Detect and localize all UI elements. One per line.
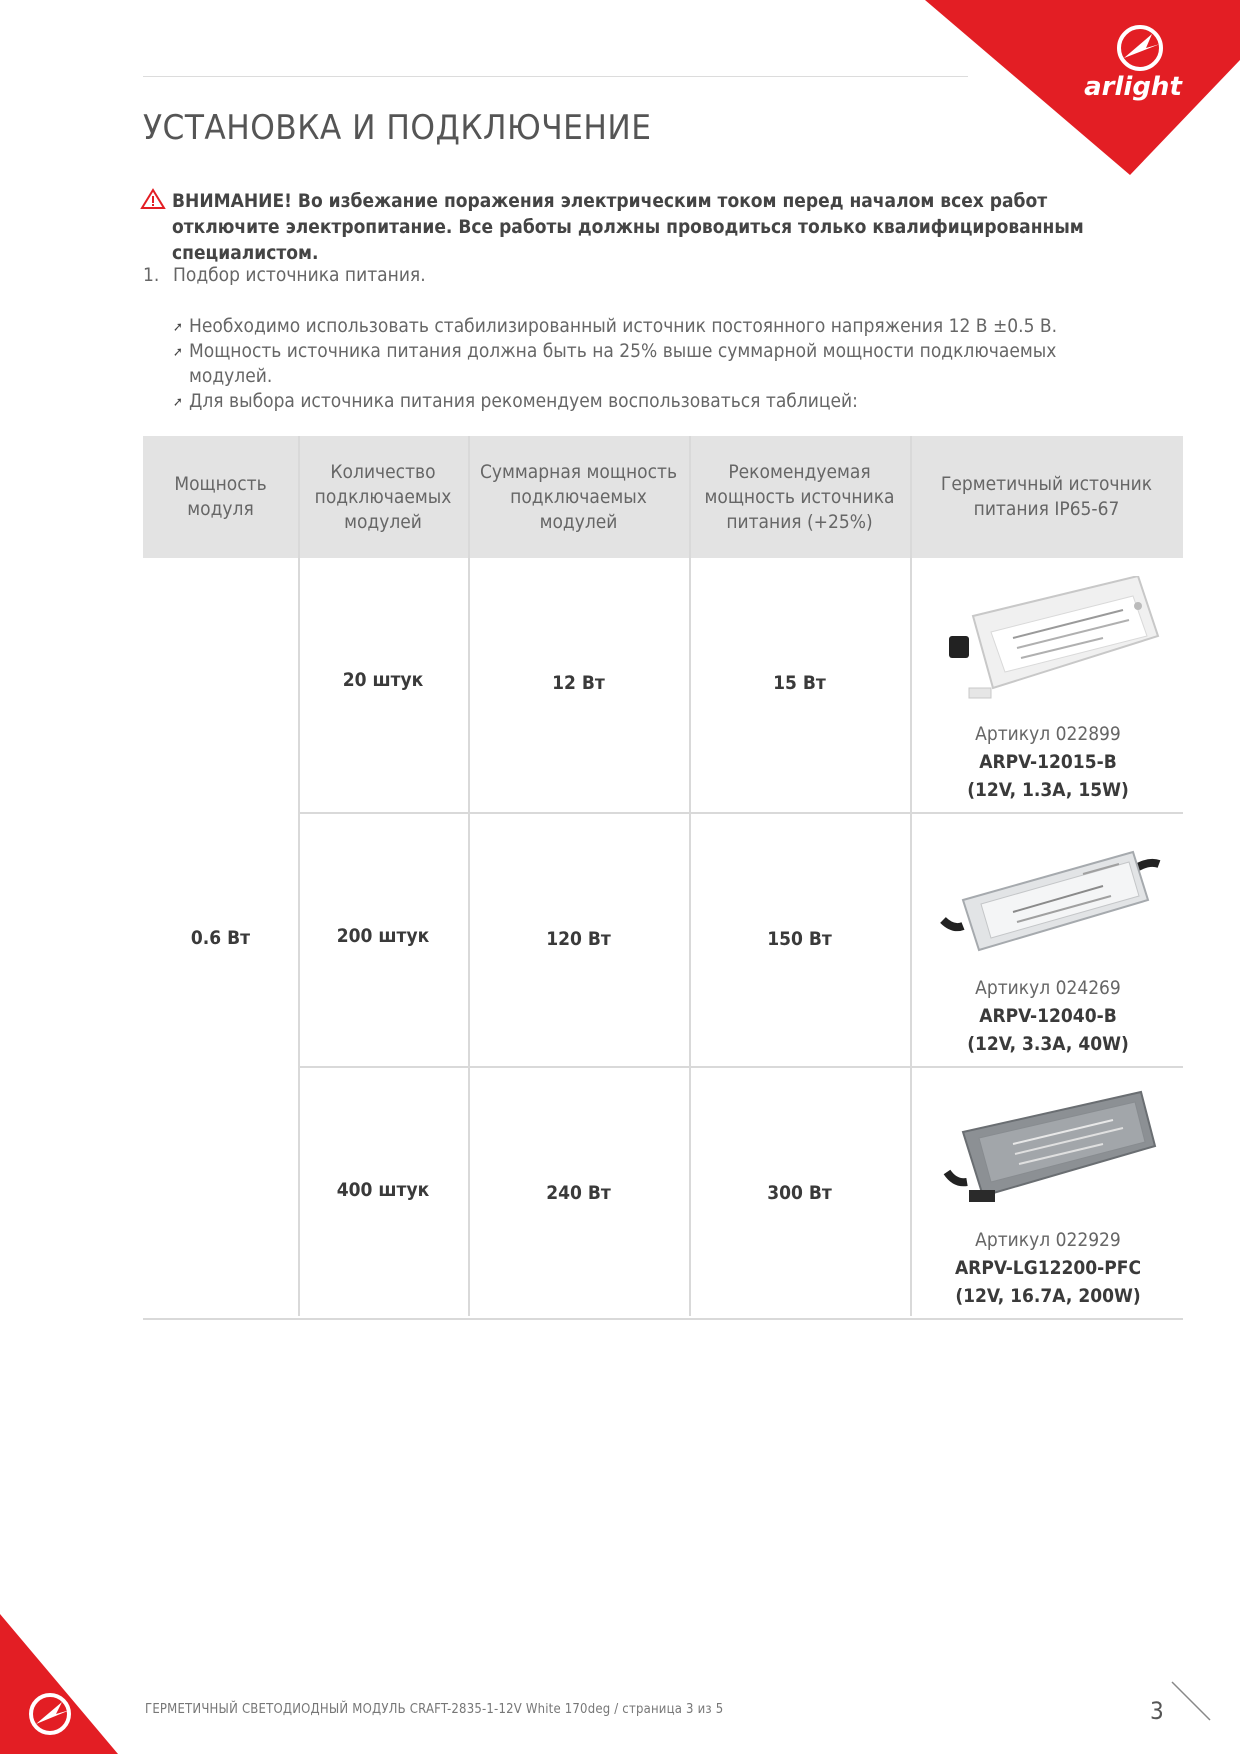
arrow-bullet-icon: ➚ xyxy=(173,320,183,335)
table-bottom-rule xyxy=(143,1318,1183,1320)
column-divider xyxy=(910,436,912,1316)
step-number: 1. xyxy=(143,264,160,286)
brand-corner-footer xyxy=(0,1614,130,1754)
psu-silver-image xyxy=(933,830,1163,970)
page-number: 3 xyxy=(1150,1697,1164,1725)
psu-product-card xyxy=(913,830,1183,1058)
page-title: УСТАНОВКА И ПОДКЛЮЧЕНИЕ xyxy=(143,108,652,148)
step-1 xyxy=(143,264,426,286)
warning-notice xyxy=(140,188,1160,266)
model-spec: (12V, 1.3A, 15W) xyxy=(967,779,1129,801)
footer-text: ГЕРМЕТИЧНЫЙ СВЕТОДИОДНЫЙ МОДУЛЬ CRAFT-2835-1-12V White 170deg / страница 3 из 5 xyxy=(145,1702,724,1717)
psu-product-card xyxy=(913,1082,1183,1310)
psu-white-image xyxy=(933,576,1163,716)
total-power-cell: 12 Вт xyxy=(552,672,605,694)
recommended-power-cell: 15 Вт xyxy=(773,672,826,694)
model-name: ARPV-LG12200-PFC xyxy=(954,1257,1142,1279)
top-divider xyxy=(143,76,968,77)
step-text: Подбор источника питания. xyxy=(173,264,426,286)
header-module-power: Мощность модуля xyxy=(174,473,267,520)
arrow-bullet-icon: ➚ xyxy=(173,345,183,360)
warning-text: ВНИМАНИЕ! Во избежание поражения электрическим током перед началом всех работ отключите электропитание. Все работы должны проводиться только квалифицированным специалистом. xyxy=(172,190,1084,264)
total-power-cell: 120 Вт xyxy=(546,928,611,950)
article-number: Артикул 022929 xyxy=(975,1229,1121,1251)
psu-grey-image xyxy=(933,1082,1163,1222)
article-number: Артикул 024269 xyxy=(975,977,1121,999)
model-name: ARPV-12040-B xyxy=(979,1005,1117,1027)
psu-product-card xyxy=(913,576,1183,804)
header-total-power: Суммарная мощность подключаемых модулей xyxy=(479,460,678,533)
list-item: ➚ Для выбора источника питания рекомендуем воспользоваться таблицей: xyxy=(173,389,1133,414)
list-item: ➚ Необходимо использовать стабилизированный источник постоянного напряжения 12 В ±0.5 В. xyxy=(173,314,1133,339)
requirements-list xyxy=(173,314,1133,414)
count-cell: 400 штук xyxy=(336,1179,430,1201)
warning-triangle-icon xyxy=(140,188,166,210)
count-cell: 200 штук xyxy=(336,925,430,947)
brand-corner-logo xyxy=(0,0,1240,180)
header-sealed-psu: Герметичный источник питания IP65-67 xyxy=(940,473,1153,520)
module-power-cell: 0.6 Вт xyxy=(190,927,251,949)
model-spec: (12V, 3.3A, 40W) xyxy=(967,1033,1129,1055)
recommended-power-cell: 150 Вт xyxy=(767,928,832,950)
count-cell: 20 штук xyxy=(342,669,424,691)
list-item: ➚ Мощность источника питания должна быть на 25% выше суммарной мощности подключаемых модулей. xyxy=(173,340,1057,387)
model-name: ARPV-12015-B xyxy=(979,751,1117,773)
total-power-cell: 240 Вт xyxy=(546,1182,611,1204)
arrow-bullet-icon: ➚ xyxy=(173,395,183,410)
recommended-power-cell: 300 Вт xyxy=(767,1182,832,1204)
header-recommended-power: Рекомендуемая мощность источника питания (+25%) xyxy=(704,460,895,533)
footer-slash-decoration xyxy=(1170,1680,1215,1725)
header-module-count: Количество подключаемых модулей xyxy=(314,460,452,533)
article-number: Артикул 022899 xyxy=(975,723,1121,745)
model-spec: (12V, 16.7A, 200W) xyxy=(955,1285,1141,1307)
logo-text: arlight xyxy=(1084,72,1182,102)
